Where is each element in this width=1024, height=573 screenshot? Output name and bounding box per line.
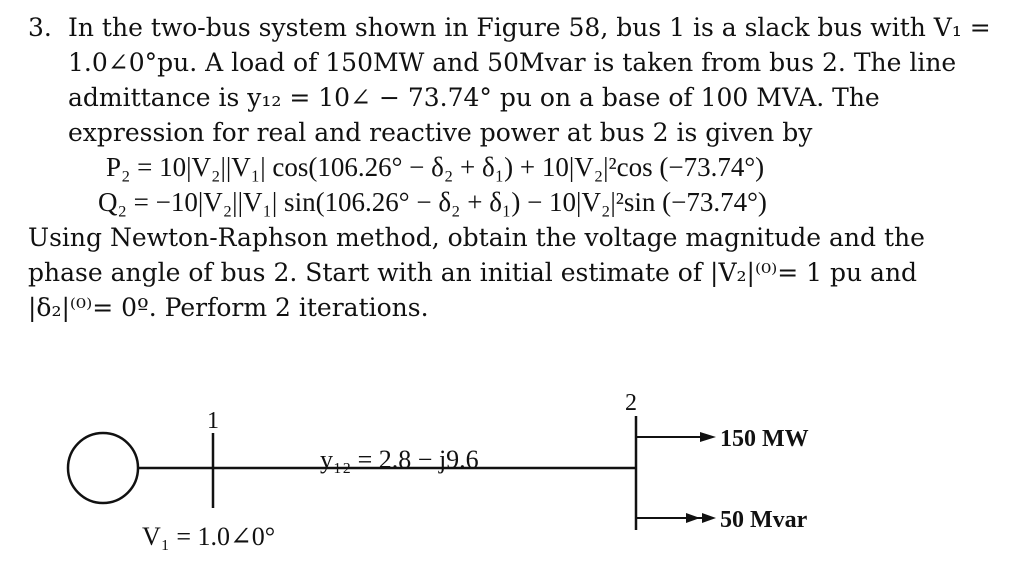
problem-text-line1: In the two-bus system shown in Figure 58, bus 1 is a slack bus with V₁ = [68, 13, 991, 42]
problem-line-3: admittance is y₁₂ = 10∠ − 73.74° pu on a base of 100 MVA. The [68, 83, 880, 112]
problem-line-6: phase angle of bus 2. Start with an initial estimate of |V₂|⁽⁰⁾= 1 pu and [28, 258, 918, 287]
problem-statement [28, 10, 1008, 325]
equation-q2: Q₂ = −10|V₂||V₁| sin(106.26° − δ₂ + δ₁) − 10|V₂|²sin (−73.74°) [98, 187, 767, 217]
bus1-label: 1 [207, 408, 219, 434]
two-bus-figure [0, 380, 1024, 573]
problem-line-7: |δ₂|⁽⁰⁾= 0º. Perform 2 iterations. [28, 293, 429, 322]
v1-label: V₁ = 1.0∠0° [142, 522, 276, 551]
load-q-label: 50 Mvar [720, 507, 808, 533]
load-p-label: 150 MW [720, 426, 809, 452]
bus2-label: 2 [625, 390, 637, 416]
load-p-arrow-head [700, 432, 716, 442]
problem-number: 3. [28, 13, 52, 42]
problem-line-2: 1.0∠0°pu. A load of 150MW and 50Mvar is taken from bus 2. The line [68, 48, 957, 77]
problem-line-5: Using Newton-Raphson method, obtain the voltage magnitude and the [28, 223, 925, 252]
problem-line-1 [28, 10, 1008, 45]
generator-symbol [68, 433, 138, 503]
line-admittance-label: y₁₂ = 2.8 − j9.6 [320, 445, 479, 474]
equation-p2: P₂ = 10|V₂||V₁| cos(106.26° − δ₂ + δ₁) + 10|V₂|²cos (−73.74°) [106, 152, 765, 182]
load-q-arrow-head-2 [702, 513, 716, 523]
two-bus-diagram [0, 380, 1024, 573]
load-q-arrow-head-1 [686, 513, 700, 523]
problem-line-4: expression for real and reactive power at bus 2 is given by [68, 118, 813, 147]
